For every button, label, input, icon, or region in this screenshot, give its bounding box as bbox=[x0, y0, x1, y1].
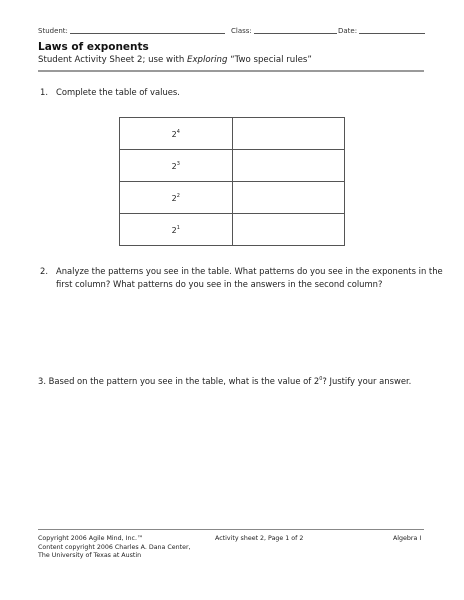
question-2 bbox=[40, 265, 446, 290]
question-3-exponent: 0 bbox=[319, 376, 323, 382]
class-field bbox=[231, 27, 337, 36]
power-exponent: 3 bbox=[176, 160, 180, 167]
question-3-text: Based on the pattern you see in the table, what is the value of 2 bbox=[48, 376, 320, 386]
footer-course: Algebra I bbox=[393, 535, 422, 542]
table-row bbox=[120, 150, 345, 182]
student-name-line[interactable] bbox=[70, 27, 225, 34]
page-title: Laws of exponents bbox=[38, 41, 149, 53]
question-1-number: 1. bbox=[40, 87, 48, 97]
power-cell bbox=[120, 150, 233, 182]
student-field bbox=[38, 27, 225, 36]
power-exponent: 4 bbox=[176, 128, 180, 135]
values-table bbox=[119, 117, 345, 246]
power-base: 2 bbox=[171, 225, 177, 235]
class-line[interactable] bbox=[254, 27, 337, 34]
answer-cell[interactable] bbox=[232, 118, 344, 150]
question-3-text-end: ? Justify your answer. bbox=[322, 376, 412, 386]
date-label: Date: bbox=[338, 27, 358, 35]
answer-cell[interactable] bbox=[232, 214, 344, 246]
page-subtitle bbox=[38, 55, 312, 65]
question-3 bbox=[38, 373, 428, 388]
copyright-line-3: The University of Texas at Austin bbox=[38, 552, 142, 560]
footer-divider bbox=[38, 529, 424, 530]
table-row bbox=[120, 118, 345, 150]
question-2-number: 2. bbox=[40, 266, 48, 276]
subtitle-italic: Exploring bbox=[187, 55, 228, 65]
question-3-number: 3. bbox=[38, 376, 46, 386]
power-exponent: 1 bbox=[176, 224, 180, 231]
answer-cell[interactable] bbox=[232, 182, 344, 214]
subtitle-prefix: Student Activity Sheet 2; use with bbox=[38, 55, 188, 65]
power-exponent: 2 bbox=[176, 192, 180, 199]
power-cell bbox=[120, 182, 233, 214]
class-label: Class: bbox=[231, 27, 252, 35]
copyright-line-2: Content copyright 2006 Charles A. Dana Center, bbox=[38, 543, 191, 551]
power-base: 2 bbox=[171, 129, 177, 139]
answer-cell[interactable] bbox=[232, 150, 344, 182]
power-base: 2 bbox=[171, 193, 177, 203]
table-row bbox=[120, 214, 345, 246]
date-line[interactable] bbox=[359, 27, 425, 34]
question-2-text: Analyze the patterns you see in the table. What patterns do you see in the exponents in the first column? What patterns do you see in the answers in the second column? bbox=[56, 266, 443, 289]
footer-copyright bbox=[38, 535, 191, 561]
header-divider bbox=[38, 70, 424, 72]
footer-page-info: Activity sheet 2, Page 1 of 2 bbox=[215, 535, 304, 542]
student-label: Student: bbox=[38, 27, 68, 35]
question-1-text: Complete the table of values. bbox=[56, 87, 180, 97]
subtitle-suffix: “Two special rules” bbox=[227, 55, 312, 65]
question-1 bbox=[40, 86, 430, 99]
table-row bbox=[120, 182, 345, 214]
power-cell bbox=[120, 118, 233, 150]
copyright-line-1: Copyright 2006 Agile Mind, Inc.™ bbox=[38, 535, 144, 542]
date-field bbox=[338, 27, 425, 36]
power-cell bbox=[120, 214, 233, 246]
power-base: 2 bbox=[171, 161, 177, 171]
